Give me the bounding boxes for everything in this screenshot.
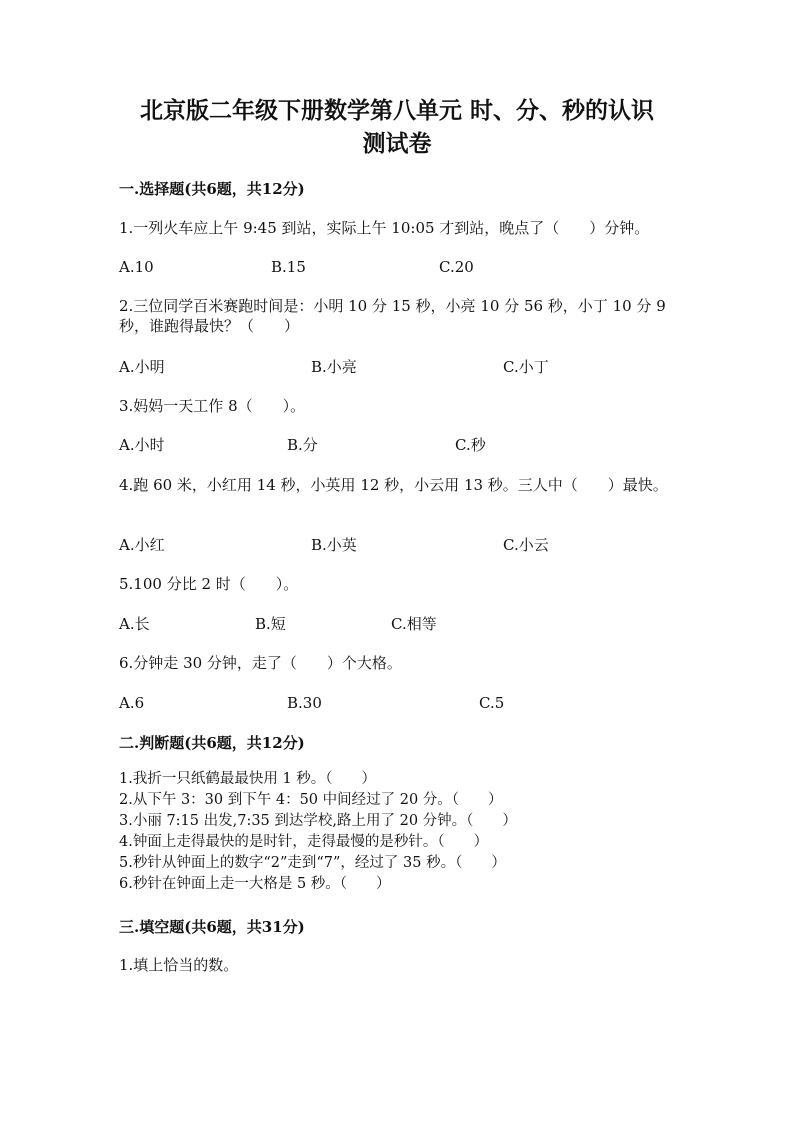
q1-option-c: C.20 [439,258,474,276]
section-heading-choice: 一.选择题(共6题，共12分) [119,180,305,198]
q3-option-a: A.小时 [119,436,165,454]
q5-option-c: C.相等 [391,615,437,633]
question-2-line2: 秒，谁跑得最快？（ ） [119,317,300,335]
q1-option-a: A.10 [119,258,154,276]
judge-item-1: 1.我折一只纸鹤最最快用 1 秒。（ ） [119,771,377,787]
judge-item-4: 4.钟面上走得最快的是时针，走得最慢的是秒针。（ ） [119,834,489,850]
question-5: 5.100 分比 2 时（ ）。 [119,575,299,593]
section-heading-judge: 二.判断题(共6题，共12分) [119,734,305,752]
judge-item-6: 6.秒针在钟面上走一大格是 5 秒。（ ） [119,876,391,892]
question-1: 1.一列火车应上午 9:45 到站，实际上午 10:05 才到站，晚点了（ ）分钟。 [119,219,650,237]
question-6: 6.分钟走 30 分钟，走了（ ）个大格。 [119,654,402,672]
q3-option-b: B.分 [287,436,318,454]
judge-item-5: 5.秒针从钟面上的数字“2”走到“7”，经过了 35 秒。（ ） [119,855,506,871]
q6-option-a: A.6 [119,694,145,712]
q4-option-c: C.小云 [503,536,549,554]
section-heading-fill: 三.填空题(共6题，共31分) [119,918,305,936]
question-4: 4.跑 60 米，小红用 14 秒，小英用 12 秒，小云用 13 秒。三人中（ ）最快。 [119,476,668,494]
q6-option-c: C.5 [479,694,505,712]
question-3: 3.妈妈一天工作 8（ ）。 [119,397,306,415]
page-title-line2: 测试卷 [362,130,432,157]
q4-option-a: A.小红 [119,536,165,554]
page-title-line1: 北京版二年级下册数学第八单元 时、分、秒的认识 [139,97,654,124]
q2-option-c: C.小丁 [503,358,549,376]
fill-item-1: 1.填上恰当的数。 [119,956,239,974]
judge-item-2: 2.从下午 3：30 到下午 4：50 中间经过了 20 分。（ ） [119,792,503,808]
q2-option-a: A.小明 [119,358,165,376]
judge-item-3: 3.小丽 7:15 出发,7:35 到达学校,路上用了 20 分钟。（ ） [119,813,517,829]
question-2-line1: 2.三位同学百米赛跑时间是：小明 10 分 15 秒，小亮 10 分 56 秒，小丁 10 分 9 [119,297,666,315]
q5-option-b: B.短 [255,615,286,633]
q3-option-c: C.秒 [455,436,486,454]
q5-option-a: A.长 [119,615,150,633]
q1-option-b: B.15 [271,258,306,276]
q6-option-b: B.30 [287,694,322,712]
q4-option-b: B.小英 [311,536,357,554]
q2-option-b: B.小亮 [311,358,357,376]
